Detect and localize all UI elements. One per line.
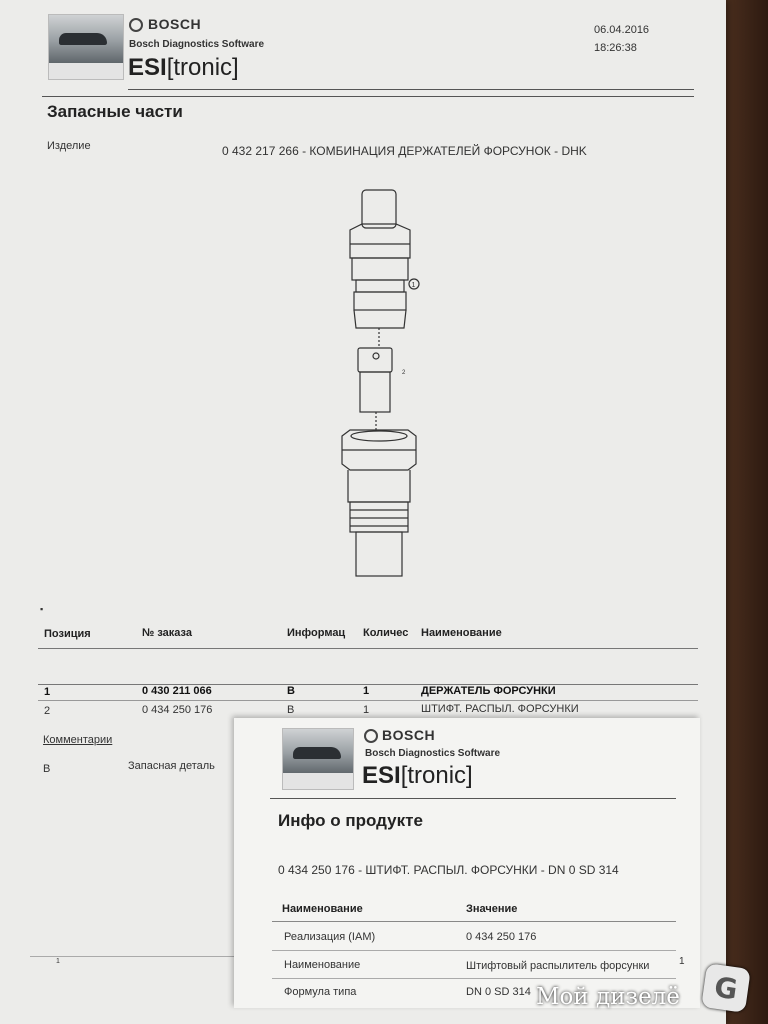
- brand-name: BOSCH: [382, 727, 436, 743]
- table-header-rule: [272, 921, 676, 922]
- logo-strip: [49, 63, 123, 79]
- row-info: B: [287, 685, 295, 697]
- col-header-value: Значение: [466, 903, 518, 915]
- print-date: 06.04.2016: [594, 24, 650, 36]
- callout-label-1: 1: [411, 282, 416, 289]
- item-label: Изделие: [47, 140, 91, 152]
- software-name: Bosch Diagnostics Software: [365, 748, 501, 759]
- bosch-logo-icon: [364, 729, 378, 743]
- row-order-number: 0 430 211 066: [142, 685, 212, 697]
- dot-mark: ▪: [40, 604, 44, 614]
- product-logo: ESI[tronic]: [128, 54, 239, 81]
- bosch-logo-icon: [129, 18, 143, 32]
- item-value: 0 434 250 176 - ШТИФТ. РАСПЫЛ. ФОРСУНКИ - DN 0 SD 314: [278, 863, 619, 877]
- row-position: 1: [44, 686, 51, 698]
- row-quantity: 1: [363, 704, 370, 716]
- comment-code: B: [43, 763, 51, 775]
- comment-text: Запасная деталь: [128, 760, 215, 772]
- col-header-name: Наименование: [282, 903, 363, 915]
- row-position: 2: [44, 705, 51, 717]
- esi-header-image: [282, 728, 354, 790]
- row-rule: [272, 950, 676, 951]
- footer-mark: 1: [56, 958, 60, 965]
- row-info: B: [287, 704, 295, 716]
- car-icon: [59, 33, 107, 45]
- nozzle-holder-drawing: [320, 180, 450, 580]
- row-key: Реализация (IAM): [284, 931, 376, 943]
- car-icon: [293, 747, 341, 759]
- background-desk: [726, 0, 768, 1024]
- nozzle-holder-part: [350, 190, 410, 328]
- nozzle-nut-part: [342, 430, 416, 576]
- row-order-number: 0 434 250 176: [142, 704, 213, 716]
- row-key: Наименование: [284, 959, 361, 971]
- watermark-text: Мой дизелё: [536, 984, 680, 1010]
- comments-link[interactable]: Комментарии: [43, 734, 113, 746]
- row-name: ДЕРЖАТЕЛЬ ФОРСУНКИ: [421, 685, 556, 697]
- footnote-mark: 1: [679, 956, 685, 967]
- col-header-info: Информац: [287, 627, 346, 639]
- item-value: 0 432 217 266 - КОМБИНАЦИЯ ДЕРЖАТЕЛЕЙ ФОРСУНОК - DHK: [222, 144, 587, 158]
- col-header-name: Наименование: [421, 627, 502, 639]
- header-rule-2: [42, 96, 694, 97]
- header-rule: [128, 89, 694, 90]
- footer-rule: [30, 956, 234, 957]
- callout-label-2: 2: [402, 370, 406, 376]
- col-header-qty: Количес: [363, 627, 409, 639]
- esi-header-image: [48, 14, 124, 80]
- page-title: Инфо о продукте: [278, 811, 423, 830]
- print-time: 18:26:38: [594, 42, 637, 54]
- row-value: Штифтовый распылитель форсунки: [466, 960, 650, 972]
- row-name: ШТИФТ. РАСПЫЛ. ФОРСУНКИ: [421, 703, 579, 715]
- col-header-order: № заказа: [142, 627, 192, 639]
- product-info-printout: [234, 718, 700, 1008]
- page-title: Запасные части: [47, 102, 183, 121]
- row-value: DN 0 SD 314: [466, 986, 531, 998]
- row-quantity: 1: [363, 685, 370, 697]
- watermark-logo-icon: G: [701, 963, 751, 1013]
- software-name: Bosch Diagnostics Software: [129, 39, 265, 50]
- row-key: Формула типа: [284, 986, 357, 998]
- header-rule: [270, 798, 676, 799]
- brand-name: BOSCH: [148, 16, 202, 32]
- product-logo: ESI[tronic]: [362, 762, 473, 789]
- col-header-position: Позиция: [44, 628, 91, 640]
- table-header-rule: [38, 648, 698, 649]
- row-rule: [38, 700, 698, 701]
- nozzle-part: [358, 348, 392, 412]
- logo-strip: [283, 773, 353, 789]
- row-value: 0 434 250 176: [466, 931, 537, 943]
- row-rule: [272, 978, 676, 979]
